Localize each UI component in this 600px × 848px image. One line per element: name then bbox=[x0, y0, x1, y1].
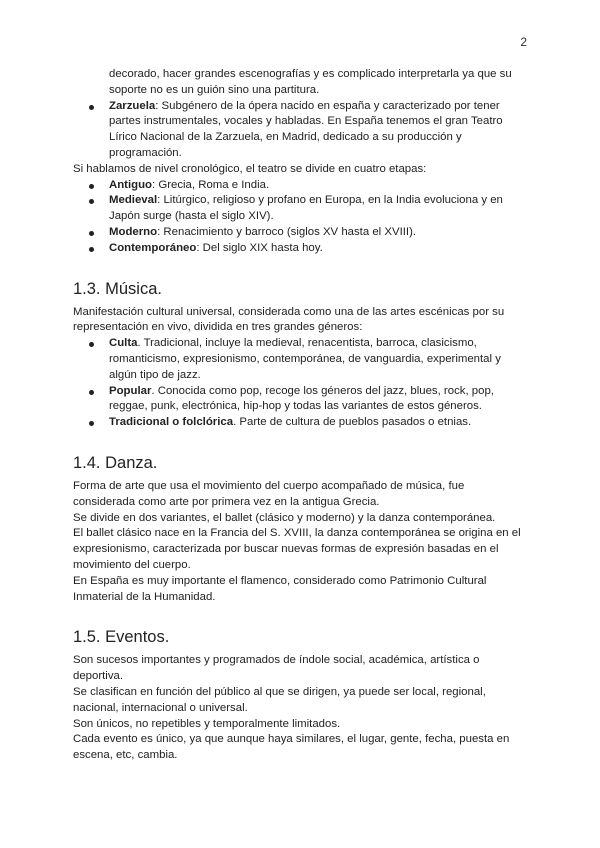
section-heading-eventos: 1.5. Eventos. bbox=[73, 628, 170, 647]
page-number: 2 bbox=[520, 35, 527, 49]
item-text: . Conocida como pop, recoge los géneros del jazz, blues, rock, pop, reggae, punk, electrónica, hip-hop y todas las variantes de estos géneros. bbox=[109, 384, 494, 413]
item-text: : Del siglo XIX hasta hoy. bbox=[196, 241, 323, 254]
danza-paragraph: El ballet clásico nace en la Francia del S. XVIII, la danza contemporánea se origina en el expresionismo, caracterizada por buscar nuevas formas de expresión basadas en el movimiento del cuerpo. bbox=[73, 527, 521, 571]
musica-intro: Manifestación cultural universal, considerada como una de las artes escénicas por su representación en vivo, dividida en tres grandes géneros: bbox=[73, 305, 505, 334]
item-text: : Renacimiento y barroco (siglos XV hasta el XVIII). bbox=[157, 225, 417, 238]
list-item bbox=[73, 99, 529, 162]
list-item bbox=[73, 384, 529, 416]
eventos-paragraph: Cada evento es único, ya que aunque haya similares, el lugar, gente, fecha, puesta en escena, etc, cambia. bbox=[73, 733, 510, 762]
zarzuela-list bbox=[73, 99, 529, 162]
item-term: Medieval bbox=[109, 194, 158, 207]
item-term: Popular bbox=[109, 384, 152, 397]
teatro-intro: Si hablamos de nivel cronológico, el teatro se divide en cuatro etapas: bbox=[73, 162, 427, 175]
item-term: Moderno bbox=[109, 225, 158, 238]
item-term: Antiguo bbox=[109, 178, 153, 191]
bullet-icon bbox=[89, 421, 94, 426]
list-item bbox=[73, 178, 529, 194]
bullet-icon bbox=[89, 247, 94, 252]
bullet-icon bbox=[89, 105, 94, 110]
item-text: : Grecia, Roma e India. bbox=[152, 178, 270, 191]
item-text: . Parte de cultura de pueblos pasados o etnias. bbox=[233, 416, 472, 429]
item-term: Zarzuela bbox=[109, 99, 156, 112]
list-item bbox=[73, 336, 529, 383]
item-text: : Litúrgico, religioso y profano en Europa, en la India evoluciona y en Japón surge (hasta el siglo XIV). bbox=[109, 194, 503, 223]
page-content bbox=[73, 67, 529, 764]
list-item bbox=[73, 241, 529, 257]
list-item bbox=[73, 415, 529, 431]
list-item bbox=[73, 193, 529, 225]
danza-paragraph: Forma de arte que usa el movimiento del cuerpo acompañado de música, fue considerada como arte por primera vez en la antigua Grecia. bbox=[73, 479, 465, 508]
eventos-paragraph: Son únicos, no repetibles y temporalmente limitados. bbox=[73, 717, 341, 730]
bullet-icon bbox=[89, 390, 94, 395]
bullet-icon bbox=[89, 342, 94, 347]
bullet-icon bbox=[89, 231, 94, 236]
musica-generos-list bbox=[73, 336, 529, 431]
item-text: : Subgénero de la ópera nacido en españa y caracterizado por tener partes instrumentales, vocales y habladas. En España tenemos el gran Teatro Lírico Nacional de la Zarzuela, en Madrid, dedicado a su producción y programación. bbox=[109, 99, 503, 159]
bullet-icon bbox=[89, 199, 94, 204]
item-text: . Tradicional, incluye la medieval, renacentista, barroca, clasicismo, romanticismo, expresionismo, contemporánea, de vanguardia, experimental y algún tipo de jazz. bbox=[109, 337, 501, 381]
section-heading-musica: 1.3. Música. bbox=[73, 279, 162, 298]
eventos-paragraph: Se clasifican en función del público al que se dirigen, ya puede ser local, regional, nacional, internacional o universal. bbox=[73, 685, 486, 714]
bullet-icon bbox=[89, 184, 94, 189]
item-term: Contemporáneo bbox=[109, 241, 197, 254]
section-heading-danza: 1.4. Danza. bbox=[73, 453, 158, 472]
intro-continuation: decorado, hacer grandes escenografías y es complicado interpretarla ya que su soporte no es un guión sino una partitura. bbox=[109, 68, 512, 96]
danza-paragraph: Se divide en dos variantes, el ballet (clásico y moderno) y la danza contemporánea. bbox=[73, 511, 496, 524]
item-term: Tradicional o folclórica bbox=[109, 416, 234, 429]
list-item bbox=[73, 225, 529, 241]
teatro-etapas-list bbox=[73, 178, 529, 257]
item-term: Culta bbox=[109, 337, 138, 350]
danza-paragraph: En España es muy importante el flamenco, considerado como Patrimonio Cultural Inmaterial de la Humanidad. bbox=[73, 574, 487, 603]
eventos-paragraph: Son sucesos importantes y programados de índole social, académica, artística o deportiva. bbox=[73, 654, 480, 683]
